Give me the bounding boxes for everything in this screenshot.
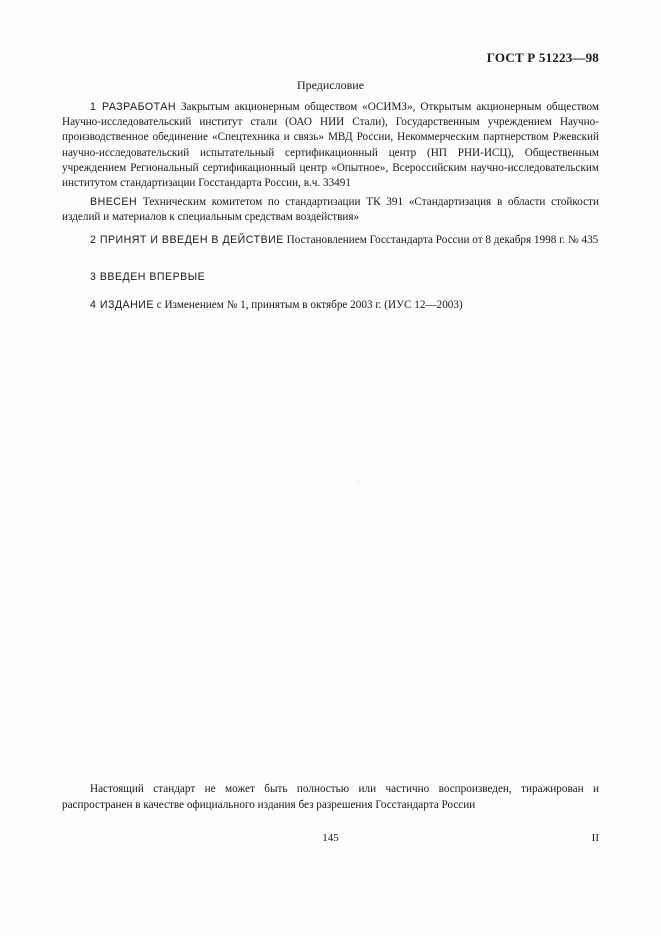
preface-item-3	[62, 270, 599, 285]
preface-introduced	[62, 195, 599, 225]
roman-page-number: II	[591, 832, 599, 844]
preface-item-1	[62, 100, 599, 191]
notice-text: Настоящий стандарт не может быть полностью или частично воспроизведен, тиражирован и распространен в качестве официального издания без разрешения Госстандарта России	[62, 783, 599, 811]
item-1-text: Закрытым акционерным обществом «ОСИМЗ», Открытым акционерным обществом Научно-исследовательский институт стали (ОАО НИИ Стали), Государственным учреждением Научно-производственное обединение «Спецтехника и связь» МВД России, Некоммерческим партнерством Ржевский научно-исследовательский испытательный сертификационный центр (НП РНИ-ИСЦ), Общественным учреждением Региональный сертификационный центр «Опытное», Всероссийским научно-исследовательским институтом стандартизации Госстандарта России, в.ч. 33491	[62, 101, 599, 190]
item-3-label: 3 ВВЕДЕН ВПЕРВЫЕ	[90, 271, 206, 283]
item-2-text: Постановлением Госстандарта России от 8 декабря 1998 г. № 435	[286, 234, 599, 246]
preface-item-2	[62, 233, 599, 248]
preface-title: Предисловие	[296, 78, 365, 92]
item-1-label: 1 РАЗРАБОТАН	[90, 101, 177, 113]
introduced-text: Техническим комитетом по стандартизации ТК 391 «Стандартизация в области стойкости изделий и материалов к специальным средствам воздействия»	[62, 196, 599, 224]
item-2-label: 2 ПРИНЯТ И ВВЕДЕН В ДЕЙСТВИЕ	[90, 234, 284, 246]
introduced-label: ВНЕСЕН	[90, 196, 138, 208]
item-4-text: с Изменением № 1, принятым в октябре 2003 г. (ИУС 12—2003)	[156, 299, 463, 311]
document-code: ГОСТ Р 51223—98	[486, 50, 599, 65]
page-number: 145	[322, 832, 339, 844]
preface-item-4	[62, 298, 599, 313]
copyright-notice	[62, 781, 599, 813]
scan-speck	[358, 481, 359, 482]
item-4-label: 4 ИЗДАНИЕ	[90, 299, 154, 311]
